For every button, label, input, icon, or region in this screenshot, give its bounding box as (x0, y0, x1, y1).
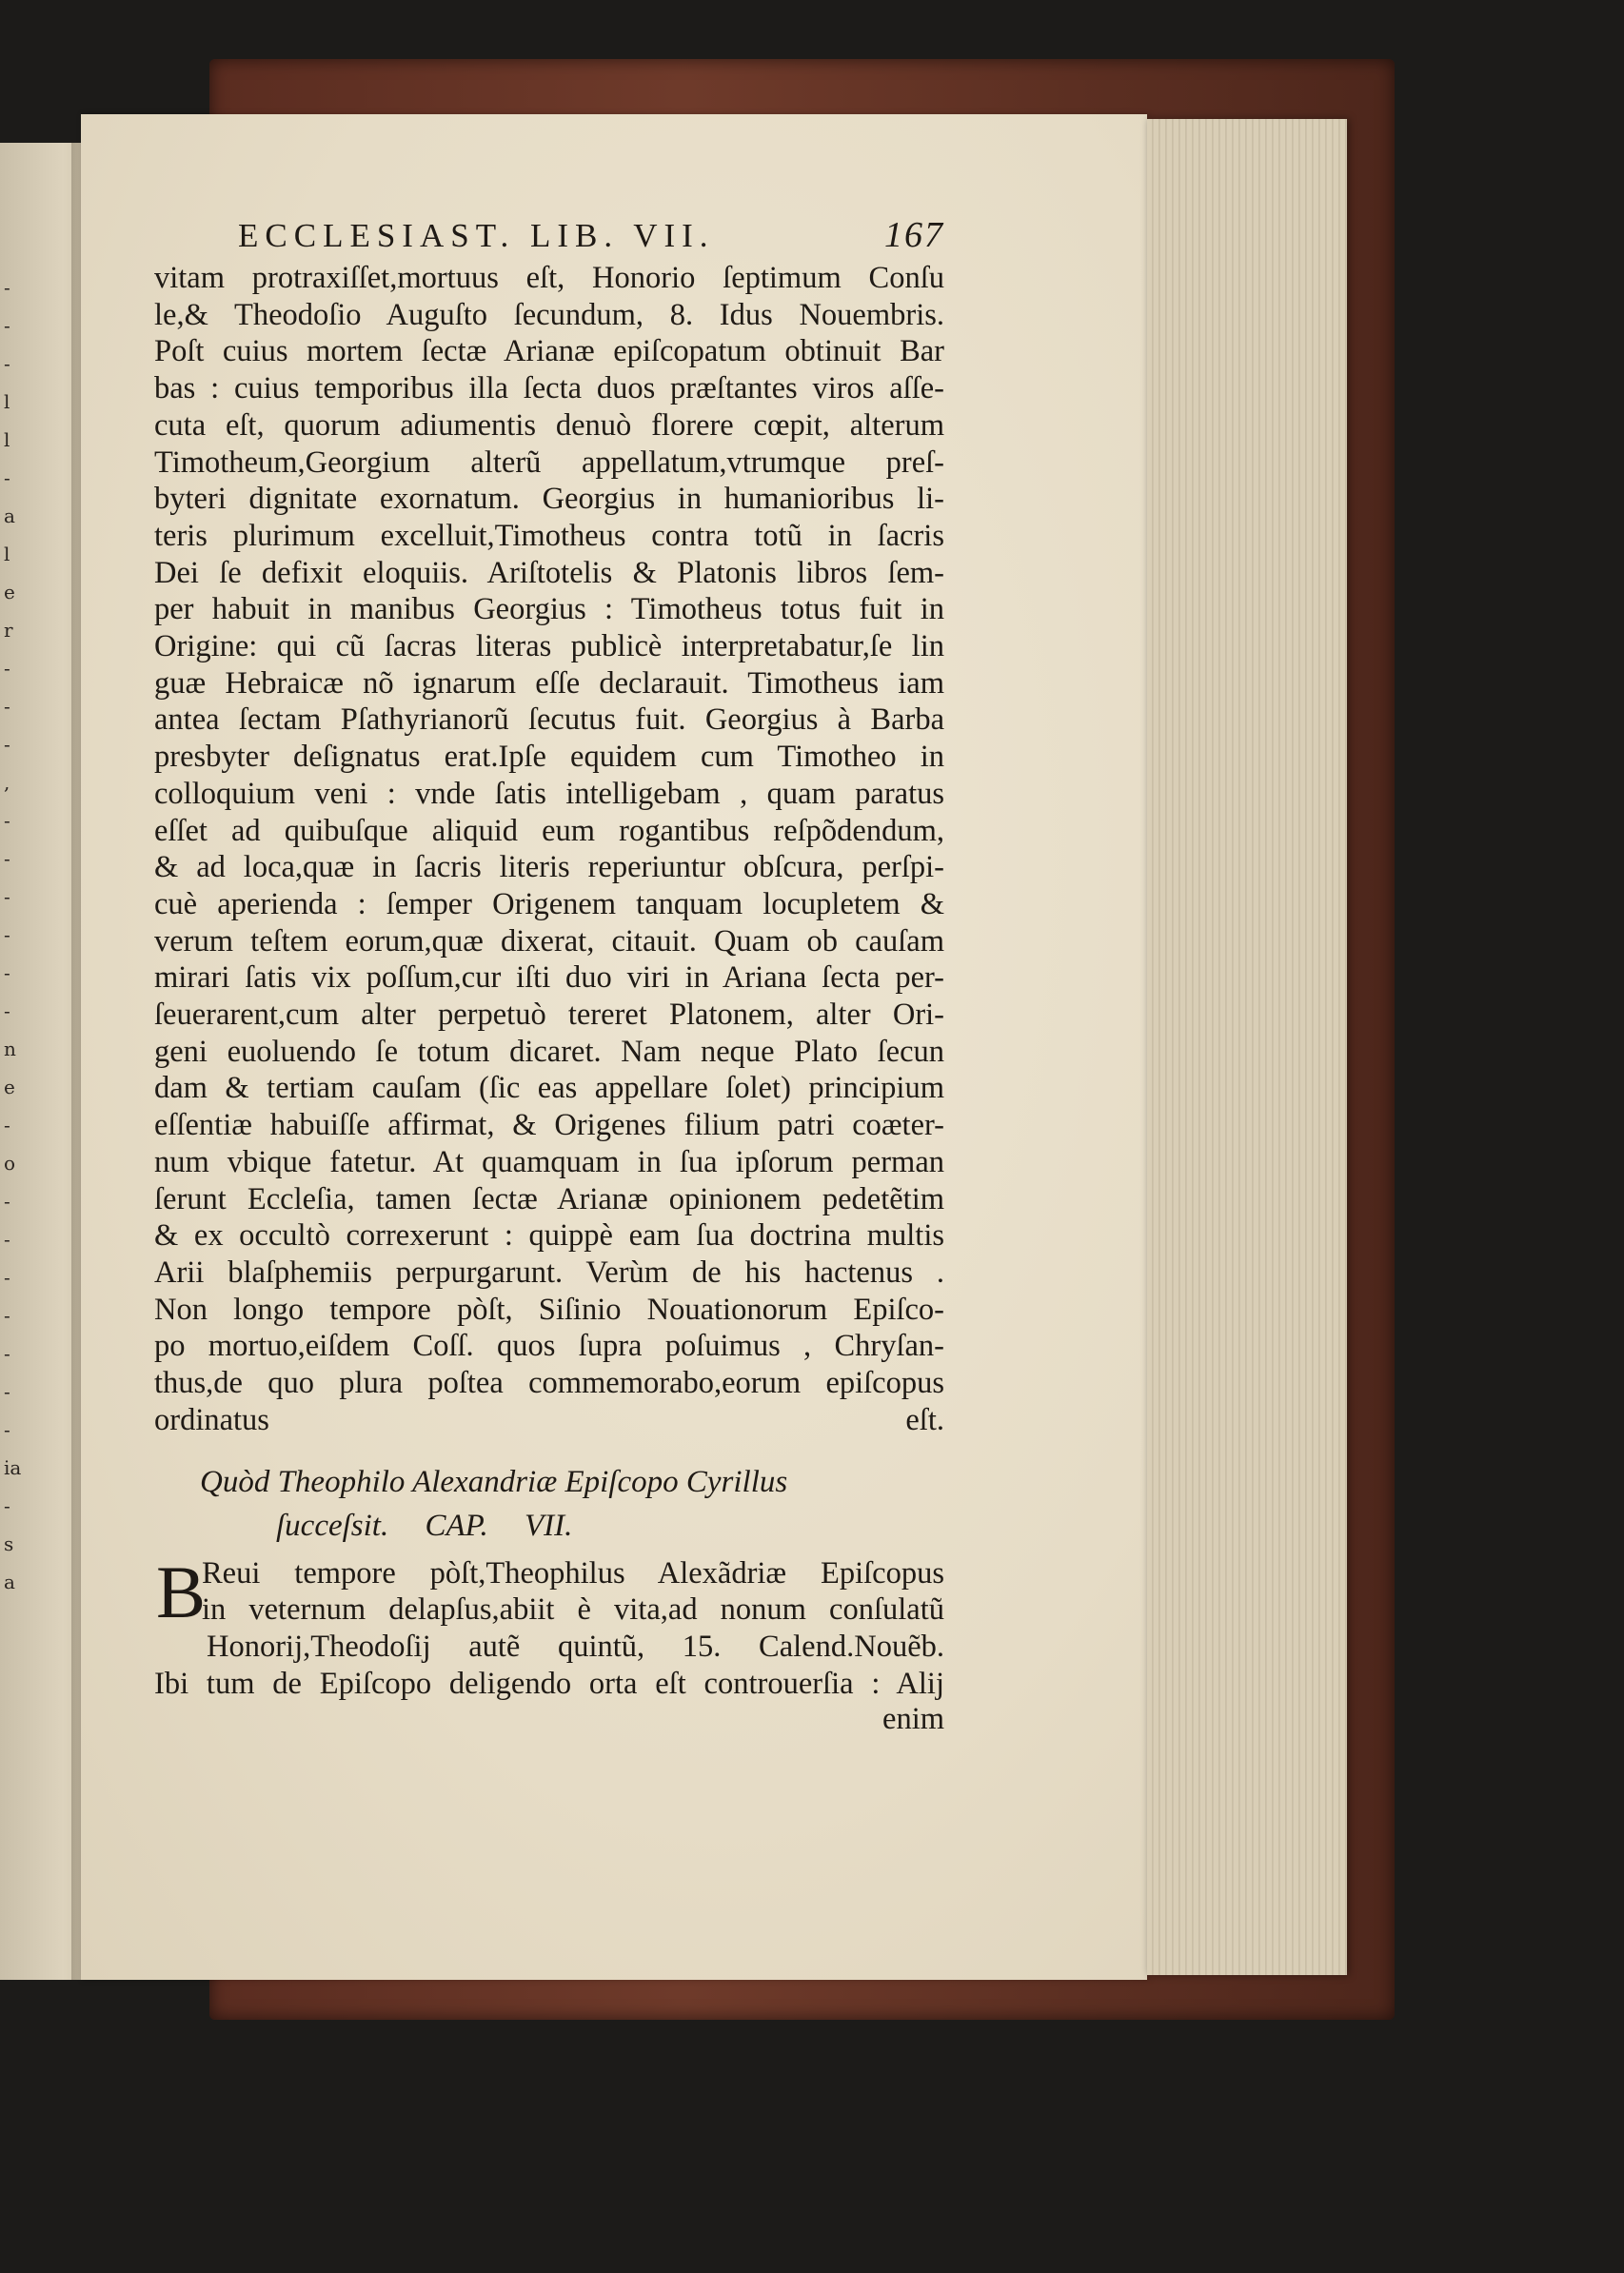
text-line: Poſt cuius mortem ſectæ Arianæ epiſcopatum obtinuit Bar (154, 334, 944, 369)
text-line: cuè aperienda : ſemper Origenem tanquam locupletem & (154, 886, 944, 921)
text-line: bas : cuius temporibus illa ſecta duos præſtantes viros aſſe- (154, 371, 944, 406)
text-line: colloquium veni : vnde ſatis intelligebam , quam paratus (154, 776, 944, 811)
chapter-heading-line-1: Quòd Theophilo Alexandriæ Epiſcopo Cyrillus (200, 1464, 788, 1499)
text-line: Origine: qui cũ ſacras literas publicè interpretabatur,ſe lin (154, 629, 944, 664)
edge-fragment: - (4, 314, 10, 337)
catchword: enim (882, 1702, 944, 1737)
text-line: verum teſtem eorum,quæ dixerat, citauit. Quam ob cauſam (154, 923, 944, 959)
edge-fragment: - (4, 1494, 10, 1517)
chapter-line: Honorij,Theodoſij autẽ quintũ, 15. Calend.Nouẽb. (207, 1629, 944, 1664)
text-line: vitam protraxiſſet,mortuus eſt, Honorio ſeptimum Conſu (154, 261, 944, 295)
text-line: antea ſectam Pſathyrianorũ ſecutus fuit. Georgius à Barba (154, 702, 944, 738)
body-text (154, 260, 944, 1439)
edge-fragment: - (4, 885, 10, 908)
text-line: per habuit in manibus Georgius : Timotheus totus fuit in (154, 592, 944, 627)
text-line: thus,de quo plura poſtea commemorabo,eorum epiſcopus (154, 1366, 944, 1401)
edge-fragment: o (4, 1152, 16, 1175)
text-line: guæ Hebraicæ nõ ignarum eſſe declarauit. Timotheus iam (154, 665, 944, 701)
text-line: presbyter deſignatus erat.Ipſe equidem cum Timotheo in (154, 740, 944, 775)
left-page-text-fragments (4, 143, 23, 2273)
chapter-line: Ibi tum de Epiſcopo deligendo orta eſt controuerſia : Alij (154, 1666, 944, 1701)
edge-fragment: - (4, 276, 10, 299)
text-line: eſſentiæ habuiſſe affirmat, & Origenes filium patri coæter- (154, 1108, 944, 1143)
page-text (154, 214, 944, 1736)
text-line: eſſet ad quibuſque aliquid eum rogantibus reſpõdendum, (154, 813, 944, 848)
text-line: le,& Theodoſio Auguſto ſecundum, 8. Idus Nouembris. (154, 297, 944, 332)
edge-fragment: - (4, 352, 10, 375)
text-line: Arii blaſphemiis perpurgarunt. Verùm de his hactenus . (154, 1255, 944, 1290)
page-number: 167 (884, 215, 944, 255)
edge-fragment: ia (4, 1456, 22, 1479)
text-line: ordinatus eſt. (154, 1402, 944, 1437)
edge-fragment: - (4, 809, 10, 832)
edge-fragment: - (4, 1228, 10, 1251)
text-line: num vbique fatetur. At quamquam in ſua ipſorum perman (154, 1144, 944, 1179)
text-line: ſeuerarent,cum alter perpetuò tereret Platonem, alter Ori- (154, 998, 944, 1033)
edge-fragment: l (4, 390, 10, 413)
edge-fragment: - (4, 1190, 10, 1213)
edge-fragment: e (4, 1076, 15, 1098)
edge-fragment: s (4, 1532, 14, 1555)
edge-fragment: - (4, 695, 10, 718)
text-line: Non longo tempore pòſt, Siſinio Nouationorum Epiſco- (154, 1292, 944, 1327)
edge-fragment: - (4, 1380, 10, 1403)
edge-fragment: - (4, 466, 10, 489)
text-line: Timotheum,Georgium alterũ appellatum,vtrumque preſ- (154, 445, 944, 480)
chapter-heading (154, 1460, 944, 1548)
text-line: & ad loca,quæ in ſacris literis reperiuntur obſcura, perſpi- (154, 850, 944, 885)
text-line: po mortuo,eiſdem Coſſ. quos ſupra poſuimus , Chryſan- (154, 1329, 944, 1364)
text-line: cuta eſt, quorum adiumentis denuò florere cœpit, alterum (154, 407, 944, 443)
fore-edge-pages (1147, 119, 1347, 1975)
text-line: byteri dignitate exornatum. Georgius in humanioribus li- (154, 482, 944, 517)
edge-fragment: r (4, 619, 13, 642)
text-line: mirari ſatis vix poſſum,cur iſti duo viri in Ariana ſecta per- (154, 960, 944, 996)
running-head (154, 214, 944, 256)
chapter-text (154, 1550, 944, 1703)
edge-fragment: a (4, 504, 15, 527)
edge-fragment: - (4, 1114, 10, 1136)
text-line: & ex occultò correxerunt : quippè eam ſua doctrina multis (154, 1218, 944, 1254)
edge-fragment: - (4, 657, 10, 680)
edge-fragment: - (4, 923, 10, 946)
drop-cap: B (156, 1550, 207, 1633)
edge-fragment: a (4, 1571, 15, 1593)
edge-fragment: - (4, 1266, 10, 1289)
text-line: ſerunt Eccleſia, tamen ſectæ Arianæ opinionem pedetẽtim (154, 1181, 944, 1216)
edge-fragment: n (4, 1038, 16, 1060)
text-line: Dei ſe defixit eloquiis. Ariſtotelis & Platonis libros ſem- (154, 555, 944, 590)
edge-fragment: , (4, 771, 10, 794)
chapter-line: in veternum delapſus,abiit è vita,ad nonum conſulatũ (202, 1592, 944, 1628)
chapter-heading-line-2: ſucceſsit. CAP. VII. (276, 1508, 573, 1543)
edge-fragment: - (4, 847, 10, 870)
edge-fragment: e (4, 581, 15, 603)
edge-fragment: - (4, 961, 10, 984)
chapter-line: Reui tempore pòſt,Theophilus Alexãdriæ Epiſcopus (202, 1555, 944, 1591)
edge-fragment: - (4, 999, 10, 1022)
text-line: geni euoluendo ſe totum dicaret. Nam neque Plato ſecun (154, 1034, 944, 1069)
edge-fragment: - (4, 1418, 10, 1441)
edge-fragment: - (4, 733, 10, 756)
edge-fragment: - (4, 1304, 10, 1327)
edge-fragment: l (4, 428, 10, 451)
text-line: teris plurimum excelluit,Timotheus contra totũ in ſacris (154, 518, 944, 553)
edge-fragment: - (4, 1342, 10, 1365)
text-line: dam & tertiam cauſam (ſic eas appellare ſolet) principium (154, 1071, 944, 1106)
running-head-title: ECCLESIAST. LIB. VII. (238, 217, 715, 254)
edge-fragment: l (4, 543, 10, 565)
